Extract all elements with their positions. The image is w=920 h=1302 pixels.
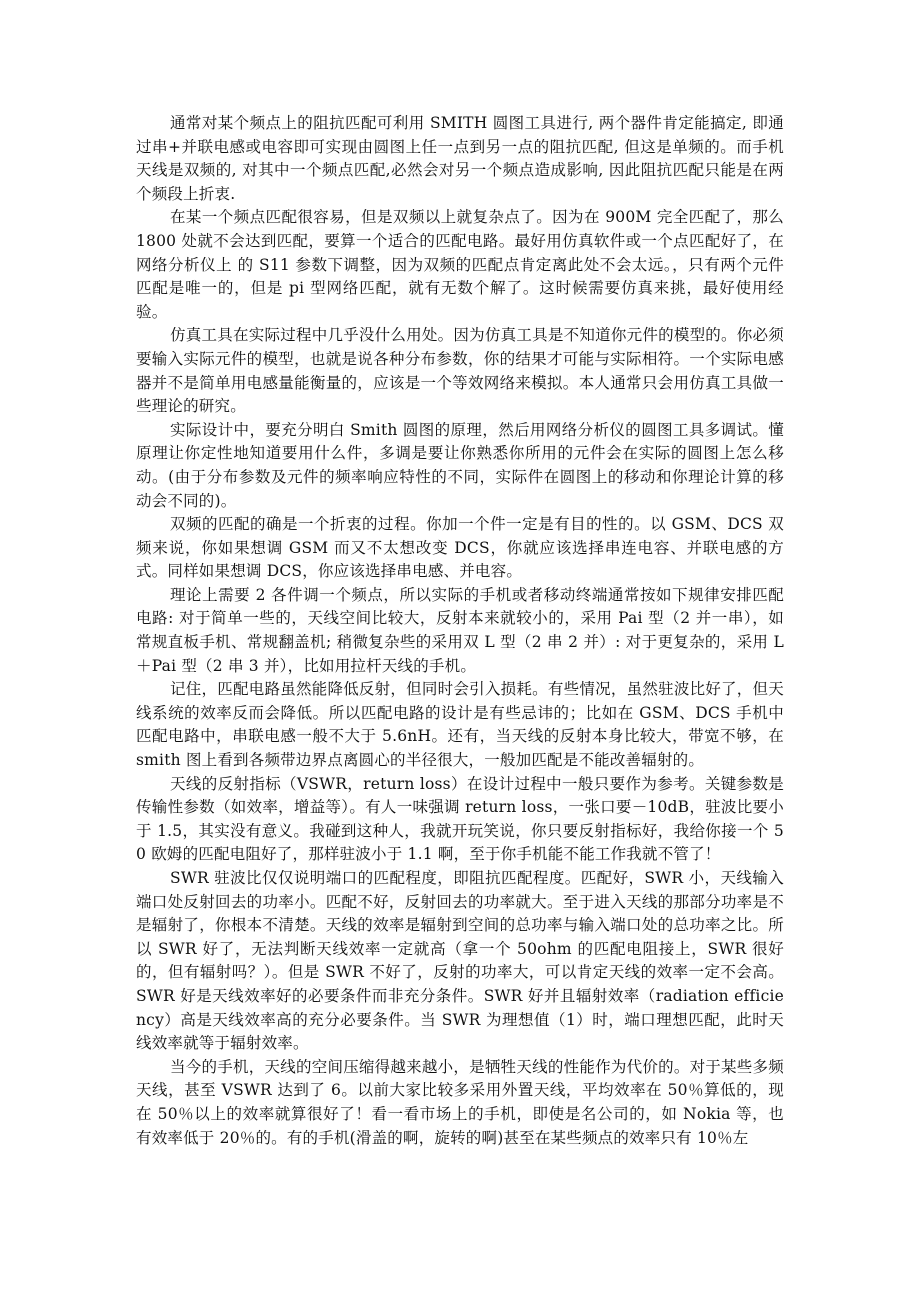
paragraph-matching-topologies: 理论上需要 2 各件调一个频点，所以实际的手机或者移动终端通常按如下规律安排匹配电路: 对于简单一些的，天线空间比较大，反射本来就较小的，采用 Pai 型（2 并一串），如常规直板手机、常规翻盖机; 稍微复杂些的采用双 L 型（2 串 2 并）: 对于更复杂的，采用 L＋Pai 型（2 串 3 并），比如用拉杆天线的手机。	[136, 585, 784, 675]
paragraph-practical-design: 实际设计中，要充分明白 Smith 圆图的原理，然后用网络分析仪的圆图工具多调试。懂原理让你定性地知道要用什么件，多调是要让你熟悉你所用的元件会在实际的圆图上怎么移动。(由于分布参数及元件的频率响应特性的不同，实际件在圆图上的移动和你理论计算的移动会不同的)。	[136, 420, 784, 510]
paragraph-dual-band-tradeoff: 双频的匹配的确是一个折衷的过程。你加一个件一定是有目的性的。以 GSM、DCS 双频来说，你如果想调 GSM 而又不太想改变 DCS，你就应该选择串连电容、并联电感的方式。同样如果想调 DCS，你应该选择串电感、并电容。	[136, 515, 784, 581]
paragraph-matching-loss: 记住，匹配电路虽然能降低反射，但同时会引入损耗。有些情况，虽然驻波比好了，但天线系统的效率反而会降低。所以匹配电路的设计是有些忌讳的；比如在 GSM、DCS 手机中匹配电路中，串联电感一般不大于 5.6nH。还有，当天线的反射本身比较大，带宽不够，在 smith 图上看到各频带边界点离圆心的半径很大，一般加匹配是不能改善辐射的。	[136, 680, 784, 770]
document-page	[136, 112, 784, 1150]
paragraph-simulation-tools: 仿真工具在实际过程中几乎没什么用处。因为仿真工具是不知道你元件的模型的。你必须要输入实际元件的模型，也就是说各种分布参数，你的结果才可能与实际相符。一个实际电感器并不是简单用电感量能衡量的，应该是一个等效网络来模拟。本人通常只会用仿真工具做一些理论的研究。	[136, 326, 784, 416]
paragraph-smith-chart-intro: 通常对某个频点上的阻抗匹配可利用 SMITH 圆图工具进行, 两个器件肯定能搞定, 即通过串+并联电感或电容即可实现由圆图上任一点到另一点的阻抗匹配, 但这是单频的。而手机天线是双频的, 对其中一个频点匹配,必然会对另一个频点造成影响, 因此阻抗匹配只能是在两个频段上折衷.	[136, 114, 784, 203]
paragraph-dual-band-matching: 在某一个频点匹配很容易，但是双频以上就复杂点了。因为在 900M 完全匹配了，那么 1800 处就不会达到匹配，要算一个适合的匹配电路。最好用仿真软件或一个点匹配好了，在 网络分析仪上 的 S11 参数下调整，因为双频的匹配点肯定离此处不会太远。，只有两个元件匹配是唯一的，但是 pi 型网络匹配，就有无数个解了。这时候需要仿真来挑，最好使用经验。	[136, 208, 784, 321]
paragraph-swr-explanation: SWR 驻波比仅仅说明端口的匹配程度，即阻抗匹配程度。匹配好，SWR 小，天线输入端口处反射回去的功率小。匹配不好，反射回去的功率就大。至于进入天线的那部分功率是不是辐射了，你根本不清楚。天线的效率是辐射到空间的总功率与输入端口处的总功率之比。所以 SWR 好了，无法判断天线效率一定就高（拿一个 50ohm 的匹配电阻接上，SWR 很好的，但有辐射吗？）。但是 SWR 不好了，反射的功率大，可以肯定天线的效率一定不会高。SWR 好是天线效率好的必要条件而非充分条件。SWR 好并且辐射效率（radiation efficiency）高是天线效率高的充分必要条件。当 SWR 为理想值（1）时，端口理想匹配，此时天线效率就等于辐射效率。	[136, 869, 784, 1053]
paragraph-reflection-metrics: 天线的反射指标（VSWR，return loss）在设计过程中一般只要作为参考。关键参数是传输性参数（如效率，增益等）。有人一味强调 return loss，一张口要－10dB，驻波比要小于 1.5，其实没有意义。我碰到这种人，我就开玩笑说，你只要反射指标好，我给你接一个 50 欧姆的匹配电阻好了，那样驻波小于 1.1 啊，至于你手机能不能工作我就不管了！	[136, 774, 784, 864]
paragraph-modern-phones: 当今的手机，天线的空间压缩得越来越小，是牺牲天线的性能作为代价的。对于某些多频天线，甚至 VSWR 达到了 6。以前大家比较多采用外置天线，平均效率在 50％算低的，现在 50％以上的效率就算很好了！看一看市场上的手机，即使是名公司的，如 Nokia 等，也有效率低于 20％的。有的手机(滑盖的啊，旋转的啊)甚至在某些频点的效率只有 10％左	[136, 1057, 784, 1147]
